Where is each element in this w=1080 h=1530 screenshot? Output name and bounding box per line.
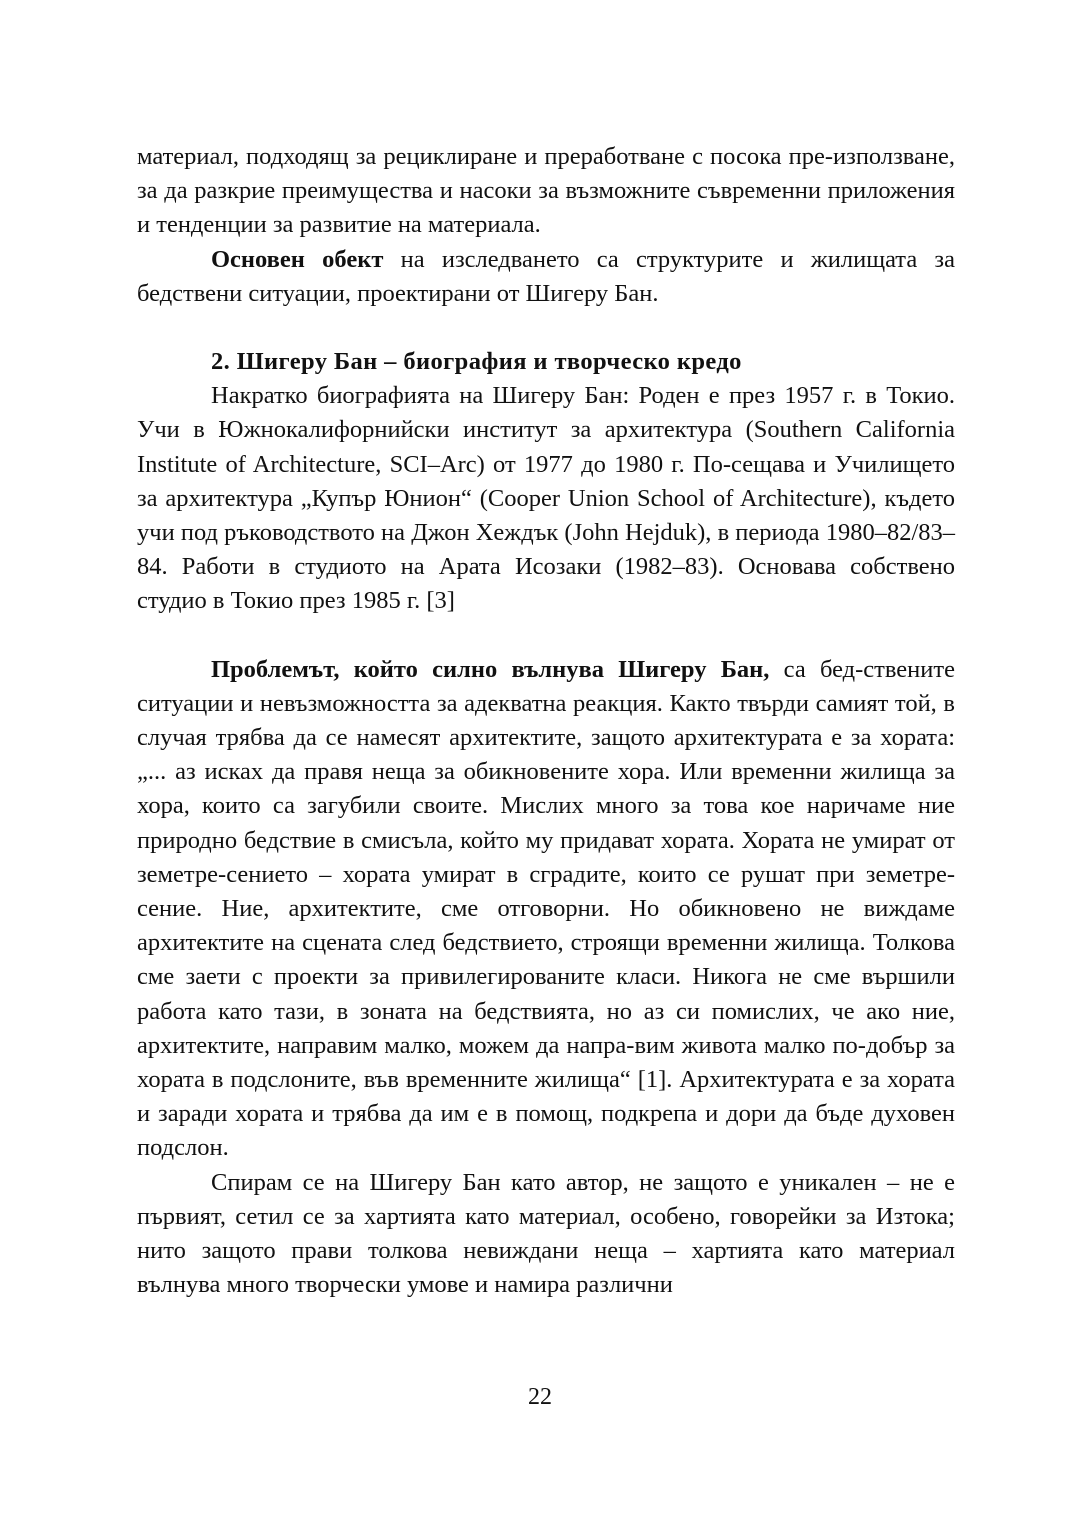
paragraph-continuation: материал, подходящ за рециклиране и преработване с посока пре-използване, за да разкрие преимущества и насоки за възможните съвременни приложения и тенденции за развитие на материала. — [137, 143, 955, 239]
paragraph-problem-text: са бед-ствените ситуации и невъзможността за адекватна реакция. Както твърди самият той, в случая трябва да се намесят архитектите, защото архитектурата е за хората: „... аз исках да правя неща за обикновените хора. Или временни жилища за хора, които са загубили своите. Мислих много за това кое наричаме ние природно бедствие в смисъла, който му придават хората. Хората не умират от земетре-сението – хората умират в сградите, които се рушат при земетре-сение. Ние, архитектите, сме отговорни. Но обикновено не виждаме архитектите на сцената след бедствието, строящи временни жилища. Толкова сме заети с проекти за привилегированите класи. Никога не сме вършили работа като тази, в зоната на бедствията, но аз си помислих, че ако ние, архитектите, направим малко, можем да напра-вим живота малко по-добър за хората в подслоните, във временните жилища“ [1]. Архитектурата е за хората и заради хората и трябва да им е в помощ, подкрепа и дори да бъде духовен подслон. — [137, 655, 955, 1162]
bold-lead-main-object: Основен обект — [211, 245, 384, 273]
paragraph-problem — [137, 653, 955, 1166]
paragraph-biography: Накратко биографията на Шигеру Бан: Роден е през 1957 г. в Токио. Учи в Южнокалифорнийски институт за архитектура (Southern California Institute of Architecture, SCI–Arc) от 1977 до 1980 г. По-сещава и Училището за архитектура „Купър Юнион“ (Cooper Union School of Architecture), където учи под ръководството на Джон Хеждък (John Hejduk), в периода 1980–82/83–84. Работи в студиото на Арата Исозаки (1982–83). Основава собствено студио в Токио през 1985 г. [3] — [137, 382, 955, 615]
paragraph-main-object — [137, 243, 955, 311]
paragraph-main-object-text: на изследването са структурите и жилищата за бедствени ситуации, проектирани от Шигеру Бан. — [137, 245, 955, 307]
page-number: 22 — [528, 1384, 552, 1410]
bold-lead-problem: Проблемът, който силно вълнува Шигеру Бан, — [211, 655, 770, 683]
spacer — [137, 311, 955, 345]
paragraph-author-choice: Спирам се на Шигеру Бан като автор, не защото е уникален – не е първият, сетил се за хартията като материал, особено, говорейки за Изтока; нито защото прави толкова невиждани неща – хартията като материал вълнува много творчески умове и намира различни — [137, 1168, 955, 1299]
body-text — [137, 140, 955, 1303]
spacer — [137, 619, 955, 653]
section-heading: 2. Шигеру Бан – биография и творческо кредо — [211, 348, 742, 376]
